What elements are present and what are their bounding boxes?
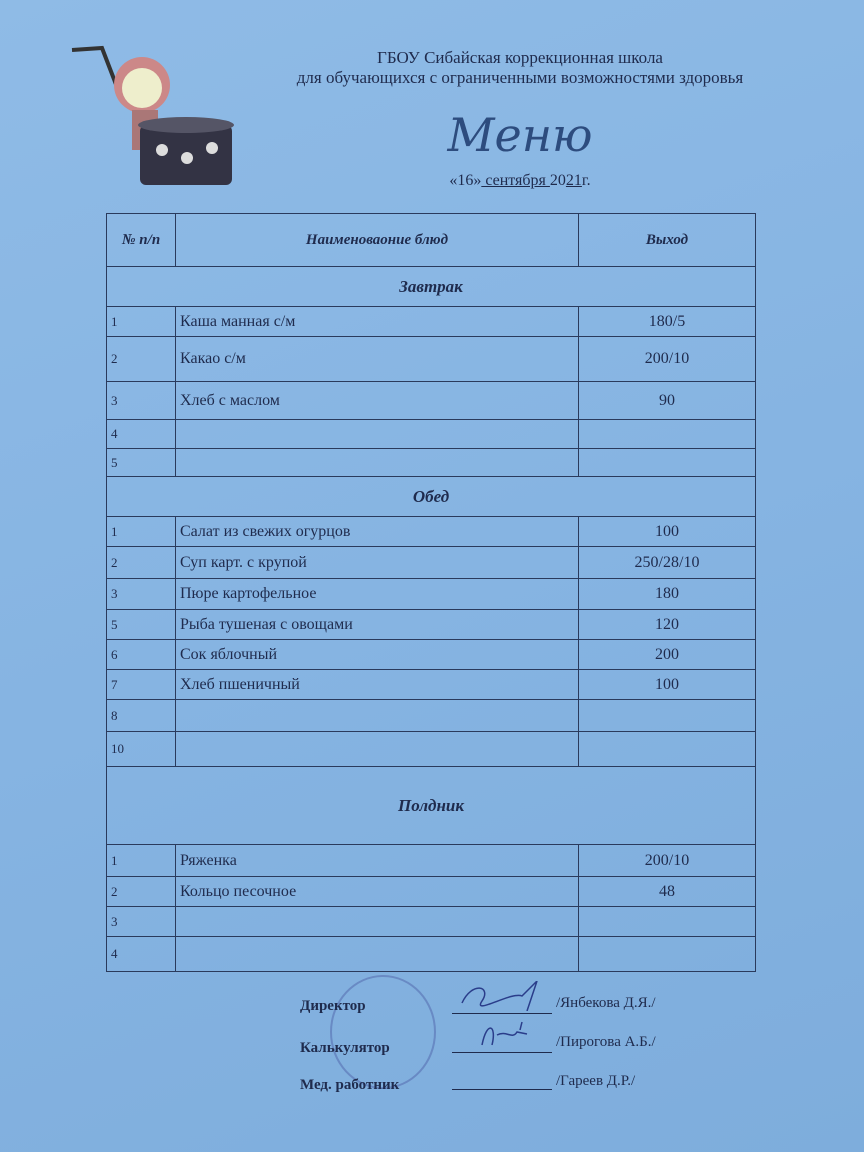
dish-output (579, 732, 756, 767)
handwritten-signature (452, 1020, 552, 1050)
section-title: Полдник (107, 767, 756, 845)
page-title: Меню (447, 108, 593, 162)
section-title: Обед (107, 477, 756, 517)
menu-table (106, 213, 756, 972)
table-row (107, 420, 756, 449)
date-year-b: 21 (565, 172, 582, 189)
dish-name: Кольцо песочное (176, 877, 579, 907)
handwritten-signature (452, 981, 552, 1011)
dish-output (579, 449, 756, 477)
date-year-a: 20 (549, 172, 566, 189)
date-month: сентября (481, 172, 550, 189)
dish-name: Пюре картофельное (176, 579, 579, 610)
row-number: 6 (107, 640, 176, 670)
dish-name: Рыба тушеная с овощами (176, 610, 579, 640)
col-header-number: № п/п (107, 214, 176, 267)
table-row (107, 579, 756, 610)
row-number: 3 (107, 907, 176, 937)
role-medic: Мед. работник (300, 1077, 400, 1093)
dish-name: Сок яблочный (176, 640, 579, 670)
name-director: /Янбекова Д.Я./ (556, 995, 656, 1011)
table-row (107, 907, 756, 937)
dish-name: Суп карт. с крупой (176, 547, 579, 579)
section-row (107, 477, 756, 517)
dish-name (176, 449, 579, 477)
org-name-line1: ГБОУ Сибайская коррекционная школа (377, 48, 663, 67)
row-number: 8 (107, 700, 176, 732)
row-number: 1 (107, 845, 176, 877)
dish-output: 180 (579, 579, 756, 610)
dish-name (176, 907, 579, 937)
table-row (107, 877, 756, 907)
table-row (107, 610, 756, 640)
row-number: 3 (107, 579, 176, 610)
dish-output (579, 700, 756, 732)
row-number: 2 (107, 337, 176, 382)
date-suffix: г. (581, 172, 591, 189)
col-header-output: Выход (579, 214, 756, 267)
dish-output (579, 937, 756, 972)
table-row (107, 382, 756, 420)
dish-name (176, 420, 579, 449)
row-number: 7 (107, 670, 176, 700)
table-row (107, 670, 756, 700)
row-number: 5 (107, 610, 176, 640)
signature-line-director (452, 995, 552, 1014)
table-row (107, 337, 756, 382)
date-day: «16» (449, 172, 482, 189)
dish-name (176, 700, 579, 732)
row-number: 5 (107, 449, 176, 477)
dish-output (579, 907, 756, 937)
row-number: 2 (107, 547, 176, 579)
dish-output: 120 (579, 610, 756, 640)
dish-output: 200/10 (579, 845, 756, 877)
dish-output: 200 (579, 640, 756, 670)
dish-name: Хлеб с маслом (176, 382, 579, 420)
table-row (107, 937, 756, 972)
masha-mascot-image (62, 40, 242, 190)
dish-name: Салат из свежих огурцов (176, 517, 579, 547)
table-row (107, 517, 756, 547)
table-row (107, 307, 756, 337)
dish-name: Ряженка (176, 845, 579, 877)
table-row (107, 845, 756, 877)
table-row (107, 700, 756, 732)
dish-output: 100 (579, 517, 756, 547)
table-row (107, 640, 756, 670)
menu-date (240, 172, 800, 190)
dish-output: 100 (579, 670, 756, 700)
section-title: Завтрак (107, 267, 756, 307)
row-number: 3 (107, 382, 176, 420)
org-name-line2: для обучающихся с ограниченными возможностями здоровья (296, 68, 744, 87)
dish-name (176, 937, 579, 972)
role-director: Директор (300, 998, 366, 1014)
section-row (107, 267, 756, 307)
row-number: 1 (107, 517, 176, 547)
name-calculator: /Пирогова А.Б./ (556, 1034, 656, 1050)
row-number: 2 (107, 877, 176, 907)
dish-name: Хлеб пшеничный (176, 670, 579, 700)
signature-line-medic (452, 1071, 552, 1090)
table-row (107, 732, 756, 767)
dish-output: 250/28/10 (579, 547, 756, 579)
section-row (107, 767, 756, 845)
dish-output: 180/5 (579, 307, 756, 337)
dish-output: 90 (579, 382, 756, 420)
dish-name (176, 732, 579, 767)
row-number: 10 (107, 732, 176, 767)
signature-line-calculator (452, 1034, 552, 1053)
role-calculator: Калькулятор (300, 1040, 390, 1056)
col-header-dish: Наименоваоние блюд (176, 214, 579, 267)
row-number: 4 (107, 937, 176, 972)
row-number: 4 (107, 420, 176, 449)
dish-name: Каша манная с/м (176, 307, 579, 337)
row-number: 1 (107, 307, 176, 337)
dish-output: 200/10 (579, 337, 756, 382)
table-row (107, 547, 756, 579)
table-row (107, 449, 756, 477)
dish-output: 48 (579, 877, 756, 907)
dish-name: Какао с/м (176, 337, 579, 382)
name-medic: /Гареев Д.Р./ (556, 1073, 636, 1089)
dish-output (579, 420, 756, 449)
stamp (330, 975, 436, 1089)
